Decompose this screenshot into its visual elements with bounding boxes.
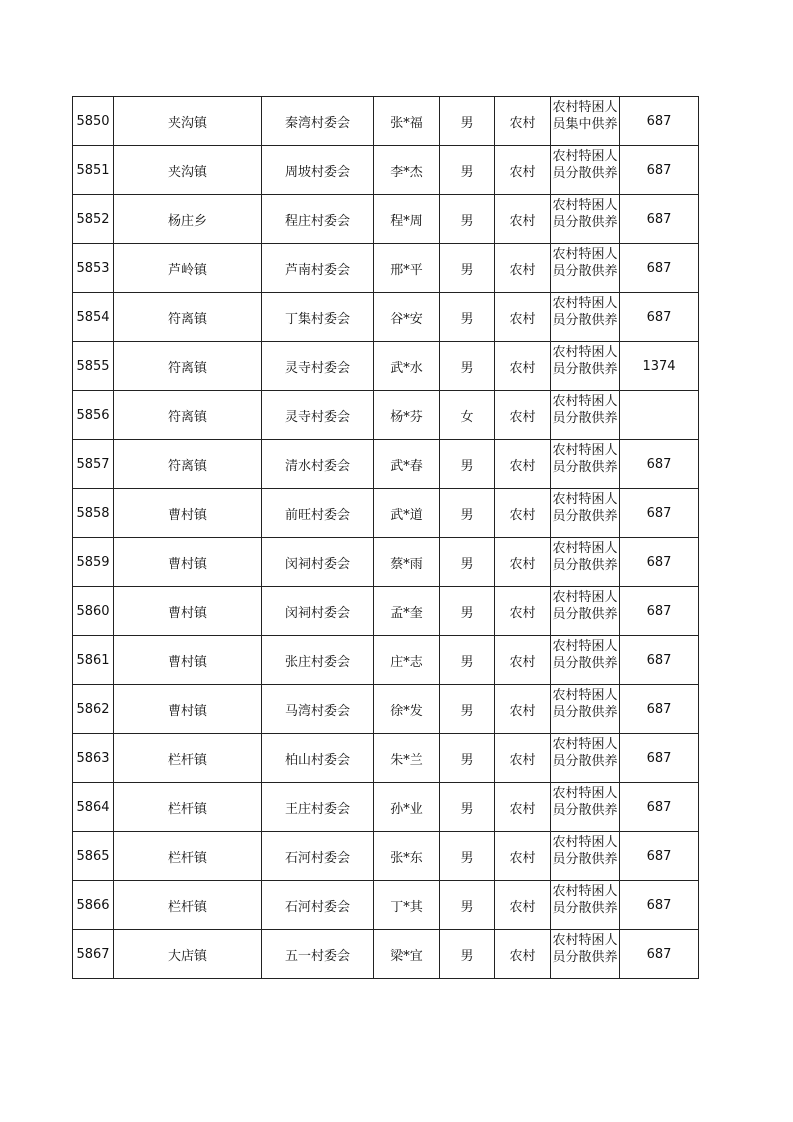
support-category-text: 农村特困人员分散供养 <box>552 589 618 622</box>
table-row <box>73 930 699 979</box>
gender-cell: 男 <box>440 244 495 293</box>
support-category-cell <box>551 881 620 930</box>
record-id-cell: 5858 <box>73 489 114 538</box>
amount-cell: 687 <box>620 489 699 538</box>
table-row <box>73 146 699 195</box>
area-type-cell: 农村 <box>495 734 551 783</box>
support-category-text: 农村特困人员分散供养 <box>552 148 618 181</box>
village-cell: 石河村委会 <box>262 832 374 881</box>
support-category-cell <box>551 391 620 440</box>
support-category-text: 农村特困人员集中供养 <box>552 99 618 132</box>
amount-cell: 1374 <box>620 342 699 391</box>
support-category-text: 农村特困人员分散供养 <box>552 246 618 279</box>
amount-cell: 687 <box>620 832 699 881</box>
gender-cell: 女 <box>440 391 495 440</box>
support-category-cell <box>551 636 620 685</box>
gender-cell: 男 <box>440 293 495 342</box>
support-category-cell <box>551 293 620 342</box>
village-cell: 王庄村委会 <box>262 783 374 832</box>
gender-cell: 男 <box>440 440 495 489</box>
table-row <box>73 538 699 587</box>
gender-cell: 男 <box>440 489 495 538</box>
amount-cell: 687 <box>620 146 699 195</box>
name-cell: 孟*奎 <box>374 587 440 636</box>
gender-cell: 男 <box>440 538 495 587</box>
support-category-text: 农村特困人员分散供养 <box>552 393 618 426</box>
amount-cell: 687 <box>620 636 699 685</box>
town-cell: 杨庄乡 <box>114 195 262 244</box>
name-cell: 武*水 <box>374 342 440 391</box>
support-category-text: 农村特困人员分散供养 <box>552 491 618 524</box>
table-row <box>73 685 699 734</box>
support-category-text: 农村特困人员分散供养 <box>552 834 618 867</box>
amount-cell: 687 <box>620 195 699 244</box>
village-cell: 前旺村委会 <box>262 489 374 538</box>
record-id-cell: 5853 <box>73 244 114 293</box>
amount-cell: 687 <box>620 587 699 636</box>
table-row <box>73 195 699 244</box>
record-id-cell: 5855 <box>73 342 114 391</box>
record-id-cell: 5852 <box>73 195 114 244</box>
name-cell: 丁*其 <box>374 881 440 930</box>
village-cell: 闵祠村委会 <box>262 587 374 636</box>
village-cell: 五一村委会 <box>262 930 374 979</box>
village-cell: 柏山村委会 <box>262 734 374 783</box>
gender-cell: 男 <box>440 587 495 636</box>
table-row <box>73 881 699 930</box>
town-cell: 芦岭镇 <box>114 244 262 293</box>
gender-cell: 男 <box>440 146 495 195</box>
support-category-cell <box>551 440 620 489</box>
name-cell: 庄*志 <box>374 636 440 685</box>
town-cell: 曹村镇 <box>114 587 262 636</box>
table-row <box>73 636 699 685</box>
amount-cell: 687 <box>620 440 699 489</box>
village-cell: 灵寺村委会 <box>262 342 374 391</box>
area-type-cell: 农村 <box>495 244 551 293</box>
record-id-cell: 5861 <box>73 636 114 685</box>
support-category-cell <box>551 832 620 881</box>
village-cell: 清水村委会 <box>262 440 374 489</box>
amount-cell: 687 <box>620 930 699 979</box>
village-cell: 丁集村委会 <box>262 293 374 342</box>
amount-cell: 687 <box>620 538 699 587</box>
amount-cell: 687 <box>620 97 699 146</box>
support-category-text: 农村特困人员分散供养 <box>552 540 618 573</box>
area-type-cell: 农村 <box>495 636 551 685</box>
support-category-cell <box>551 244 620 293</box>
area-type-cell: 农村 <box>495 538 551 587</box>
table-row <box>73 293 699 342</box>
support-category-text: 农村特困人员分散供养 <box>552 638 618 671</box>
support-category-text: 农村特困人员分散供养 <box>552 687 618 720</box>
village-cell: 周坡村委会 <box>262 146 374 195</box>
town-cell: 符离镇 <box>114 440 262 489</box>
name-cell: 武*春 <box>374 440 440 489</box>
village-cell: 石河村委会 <box>262 881 374 930</box>
record-id-cell: 5850 <box>73 97 114 146</box>
support-category-text: 农村特困人员分散供养 <box>552 932 618 965</box>
support-category-text: 农村特困人员分散供养 <box>552 442 618 475</box>
name-cell: 程*周 <box>374 195 440 244</box>
area-type-cell: 农村 <box>495 881 551 930</box>
name-cell: 张*福 <box>374 97 440 146</box>
area-type-cell: 农村 <box>495 195 551 244</box>
name-cell: 邢*平 <box>374 244 440 293</box>
village-cell: 程庄村委会 <box>262 195 374 244</box>
gender-cell: 男 <box>440 342 495 391</box>
amount-cell: 687 <box>620 685 699 734</box>
name-cell: 孙*业 <box>374 783 440 832</box>
gender-cell: 男 <box>440 195 495 244</box>
support-category-cell <box>551 783 620 832</box>
record-id-cell: 5856 <box>73 391 114 440</box>
town-cell: 栏杆镇 <box>114 783 262 832</box>
town-cell: 栏杆镇 <box>114 734 262 783</box>
support-category-cell <box>551 195 620 244</box>
table-row <box>73 783 699 832</box>
amount-cell: 687 <box>620 293 699 342</box>
town-cell: 曹村镇 <box>114 538 262 587</box>
area-type-cell: 农村 <box>495 832 551 881</box>
table-row <box>73 244 699 293</box>
town-cell: 符离镇 <box>114 342 262 391</box>
record-id-cell: 5851 <box>73 146 114 195</box>
gender-cell: 男 <box>440 685 495 734</box>
record-id-cell: 5864 <box>73 783 114 832</box>
table-row <box>73 734 699 783</box>
area-type-cell: 农村 <box>495 97 551 146</box>
village-cell: 秦湾村委会 <box>262 97 374 146</box>
name-cell: 梁*宜 <box>374 930 440 979</box>
amount-cell: 687 <box>620 881 699 930</box>
record-id-cell: 5865 <box>73 832 114 881</box>
area-type-cell: 农村 <box>495 783 551 832</box>
area-type-cell: 农村 <box>495 489 551 538</box>
support-category-text: 农村特困人员分散供养 <box>552 197 618 230</box>
support-category-text: 农村特困人员分散供养 <box>552 736 618 769</box>
town-cell: 曹村镇 <box>114 489 262 538</box>
town-cell: 大店镇 <box>114 930 262 979</box>
area-type-cell: 农村 <box>495 146 551 195</box>
support-category-cell <box>551 342 620 391</box>
name-cell: 杨*芬 <box>374 391 440 440</box>
gender-cell: 男 <box>440 636 495 685</box>
gender-cell: 男 <box>440 97 495 146</box>
record-id-cell: 5862 <box>73 685 114 734</box>
support-category-cell <box>551 930 620 979</box>
town-cell: 曹村镇 <box>114 685 262 734</box>
area-type-cell: 农村 <box>495 587 551 636</box>
roster-body <box>73 97 699 979</box>
town-cell: 夹沟镇 <box>114 97 262 146</box>
record-id-cell: 5859 <box>73 538 114 587</box>
amount-cell <box>620 391 699 440</box>
name-cell: 武*道 <box>374 489 440 538</box>
village-cell: 闵祠村委会 <box>262 538 374 587</box>
village-cell: 灵寺村委会 <box>262 391 374 440</box>
name-cell: 蔡*雨 <box>374 538 440 587</box>
area-type-cell: 农村 <box>495 391 551 440</box>
amount-cell: 687 <box>620 244 699 293</box>
amount-cell: 687 <box>620 734 699 783</box>
name-cell: 谷*安 <box>374 293 440 342</box>
village-cell: 马湾村委会 <box>262 685 374 734</box>
record-id-cell: 5866 <box>73 881 114 930</box>
support-category-cell <box>551 685 620 734</box>
support-category-cell <box>551 97 620 146</box>
town-cell: 夹沟镇 <box>114 146 262 195</box>
gender-cell: 男 <box>440 734 495 783</box>
table-row <box>73 440 699 489</box>
roster-table <box>72 96 699 979</box>
support-category-text: 农村特困人员分散供养 <box>552 344 618 377</box>
record-id-cell: 5857 <box>73 440 114 489</box>
name-cell: 张*东 <box>374 832 440 881</box>
record-id-cell: 5854 <box>73 293 114 342</box>
support-category-text: 农村特困人员分散供养 <box>552 883 618 916</box>
area-type-cell: 农村 <box>495 930 551 979</box>
gender-cell: 男 <box>440 832 495 881</box>
area-type-cell: 农村 <box>495 440 551 489</box>
gender-cell: 男 <box>440 881 495 930</box>
support-category-cell <box>551 489 620 538</box>
support-category-cell <box>551 734 620 783</box>
support-category-text: 农村特困人员分散供养 <box>552 785 618 818</box>
village-cell: 张庄村委会 <box>262 636 374 685</box>
table-row <box>73 832 699 881</box>
area-type-cell: 农村 <box>495 685 551 734</box>
village-cell: 芦南村委会 <box>262 244 374 293</box>
table-row <box>73 391 699 440</box>
town-cell: 符离镇 <box>114 293 262 342</box>
support-category-cell <box>551 538 620 587</box>
area-type-cell: 农村 <box>495 293 551 342</box>
table-row <box>73 587 699 636</box>
town-cell: 栏杆镇 <box>114 832 262 881</box>
name-cell: 徐*发 <box>374 685 440 734</box>
table-row <box>73 97 699 146</box>
area-type-cell: 农村 <box>495 342 551 391</box>
gender-cell: 男 <box>440 930 495 979</box>
town-cell: 符离镇 <box>114 391 262 440</box>
table-row <box>73 489 699 538</box>
amount-cell: 687 <box>620 783 699 832</box>
town-cell: 曹村镇 <box>114 636 262 685</box>
name-cell: 李*杰 <box>374 146 440 195</box>
name-cell: 朱*兰 <box>374 734 440 783</box>
town-cell: 栏杆镇 <box>114 881 262 930</box>
support-category-text: 农村特困人员分散供养 <box>552 295 618 328</box>
record-id-cell: 5867 <box>73 930 114 979</box>
support-category-cell <box>551 146 620 195</box>
table-row <box>73 342 699 391</box>
record-id-cell: 5860 <box>73 587 114 636</box>
support-category-cell <box>551 587 620 636</box>
gender-cell: 男 <box>440 783 495 832</box>
record-id-cell: 5863 <box>73 734 114 783</box>
